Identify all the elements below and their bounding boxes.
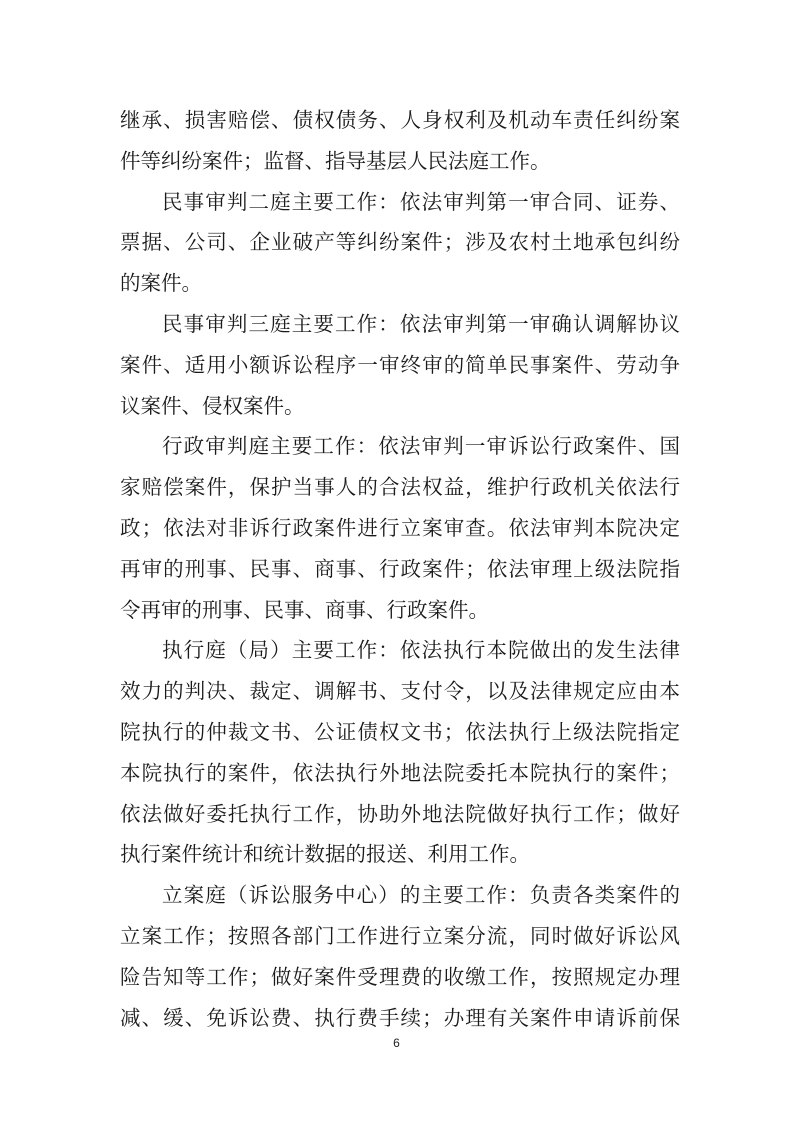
text-line: 执行庭（局）主要工作：依法执行本院做出的发生法律 (162, 638, 680, 663)
text-line: 险告知等工作；做好案件受理费的收缴工作，按照规定办理 (120, 964, 680, 989)
text-line: 再审的刑事、民事、商事、行政案件；依法审理上级法院指 (120, 556, 680, 581)
text-line: 民事审判二庭主要工作：依法审判第一审合同、证券、 (162, 189, 680, 214)
page-number: 6 (393, 1036, 400, 1050)
paragraph-filing-division (120, 875, 680, 1038)
text-line: 政；依法对非诉行政案件进行立案审查。依法审判本院决定 (120, 515, 680, 540)
text-line: 依法做好委托执行工作，协助外地法院做好执行工作；做好 (120, 801, 680, 826)
text-line: 效力的判决、裁定、调解书、支付令，以及法律规定应由本 (120, 679, 680, 704)
paragraph-administrative-division (120, 426, 680, 630)
text-line: 院执行的仲裁文书、公证债权文书；依法执行上级法院指定 (120, 719, 680, 744)
paragraph-civil-division-3 (120, 304, 680, 426)
text-line: 立案庭（诉讼服务中心）的主要工作：负责各类案件的 (162, 883, 680, 908)
text-line: 的案件。 (120, 271, 202, 296)
text-line: 执行案件统计和统计数据的报送、利用工作。 (120, 842, 530, 867)
text-line: 家赔偿案件，保护当事人的合法权益，维护行政机关依法行 (120, 475, 680, 500)
text-line: 令再审的刑事、民事、商事、行政案件。 (120, 597, 489, 622)
text-line: 本院执行的案件，依法执行外地法院委托本院执行的案件； (120, 760, 680, 785)
text-line: 票据、公司、企业破产等纠纷案件；涉及农村土地承包纠纷 (120, 230, 680, 255)
paragraph-civil-division-1-continued (120, 100, 680, 182)
text-line: 民事审判三庭主要工作：依法审判第一审确认调解协议 (162, 311, 680, 336)
text-line: 案件、适用小额诉讼程序一审终审的简单民事案件、劳动争 (120, 352, 680, 377)
paragraph-enforcement-division (120, 630, 680, 875)
text-line: 行政审判庭主要工作：依法审判一审诉讼行政案件、国 (162, 434, 680, 459)
text-line: 立案工作；按照各部门工作进行立案分流，同时做好诉讼风 (120, 923, 680, 948)
paragraph-civil-division-2 (120, 182, 680, 304)
text-line: 继承、损害赔偿、债权债务、人身权利及机动车责任纠纷案 (120, 108, 680, 132)
text-line: 减、缓、免诉讼费、执行费手续；办理有关案件申请诉前保 (120, 1005, 680, 1030)
text-line: 件等纠纷案件；监督、指导基层人民法庭工作。 (120, 148, 551, 173)
text-line: 议案件、侵权案件。 (120, 393, 305, 418)
body-text (120, 100, 680, 1038)
